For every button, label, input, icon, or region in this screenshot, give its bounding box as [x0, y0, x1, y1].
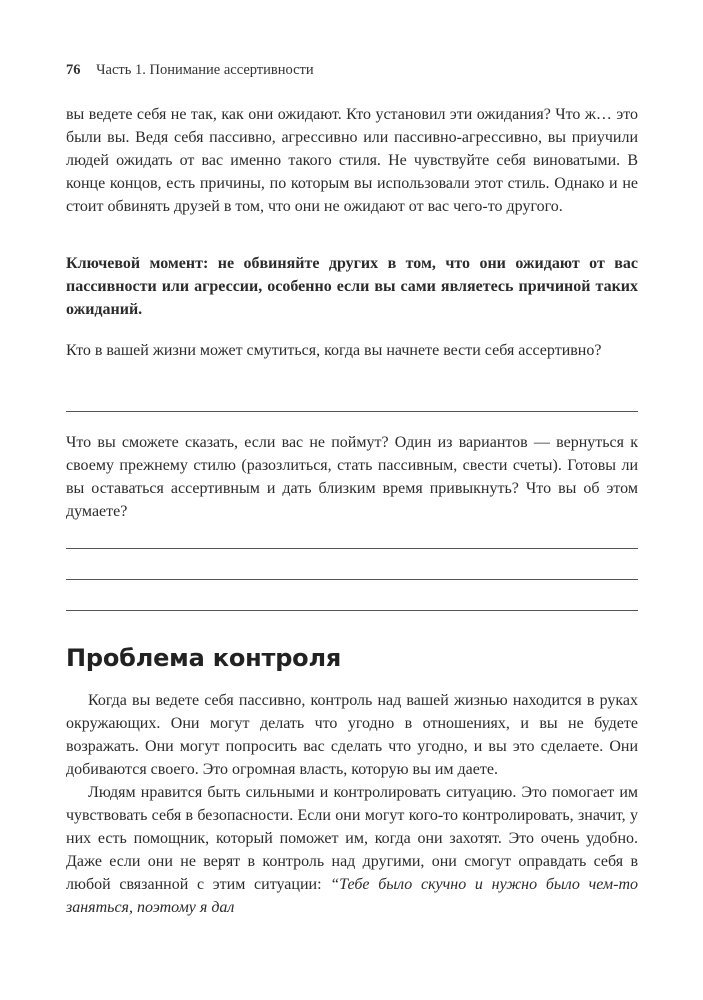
- section-paragraph-1: Когда вы ведете себя пассивно, контроль над вашей жизнью находится в руках окружающих. Они могут делать что угодно в отношениях, и вы не будете возражать. Они могут попросить вас сделать что угодно, и вы это сделаете. Они добиваются своего. Это огромная власть, которую вы им даете.: [66, 692, 638, 778]
- running-title: Часть 1. Понимание ассертивности: [96, 62, 314, 78]
- key-point: Ключевой момент: не обвиняйте других в том, что они ожидают от вас пассивности или агрессии, особенно если вы сами являетесь причиной таких ожиданий.: [66, 255, 638, 318]
- question-1: Кто в вашей жизни может смутиться, когда вы начнете вести себя ассертивно?: [66, 342, 602, 359]
- section-heading: Проблема контроля: [66, 644, 342, 672]
- paragraph-intro: вы ведете себя не так, как они ожидают. Кто установил эти ожидания? Что ж… это были вы. Ведя себя пассивно, агрессивно или пассивно-агрессивно, вы приучили людей ожидать от вас именно такого стиля. Не чувствуйте себя виноватыми. В конце концов, есть причины, по которым вы использовали этот стиль. Однако и не стоит обвинять друзей в том, что они не ожидают от вас чего-то другого.: [66, 106, 638, 215]
- section-paragraph-2-text: Людям нравится быть сильными и контролировать ситуацию. Это помогает им чувствовать себя в безопасности. Если они могут кого-то контролировать, значит, у них есть помощник, который поможет им, когда они захотят. Это очень удобно. Даже если они не верят в контроль над другими, они смогут оправдать себя в любой связанной с этим ситуации:: [66, 784, 638, 893]
- section-body: [66, 689, 638, 919]
- answer-line-2[interactable]: [66, 548, 638, 549]
- section-paragraph-2-quote: “Тебе было скучно и нужно было чем-то заняться, поэтому я дал: [66, 876, 639, 916]
- answer-line-4[interactable]: [66, 610, 638, 611]
- running-header: [66, 62, 314, 79]
- section-paragraph-2: [66, 781, 638, 919]
- answer-line-3[interactable]: [66, 579, 638, 580]
- question-2: Что вы сможете сказать, если вас не поймут? Один из вариантов — вернуться к своему прежнему стилю (разозлиться, стать пассивным, свести счеты). Готовы ли вы оставаться ассертивным и дать близким время привыкнуть? Что вы об этом думаете?: [66, 434, 638, 520]
- answer-line-1[interactable]: [66, 411, 638, 412]
- page-number: 76: [66, 62, 81, 78]
